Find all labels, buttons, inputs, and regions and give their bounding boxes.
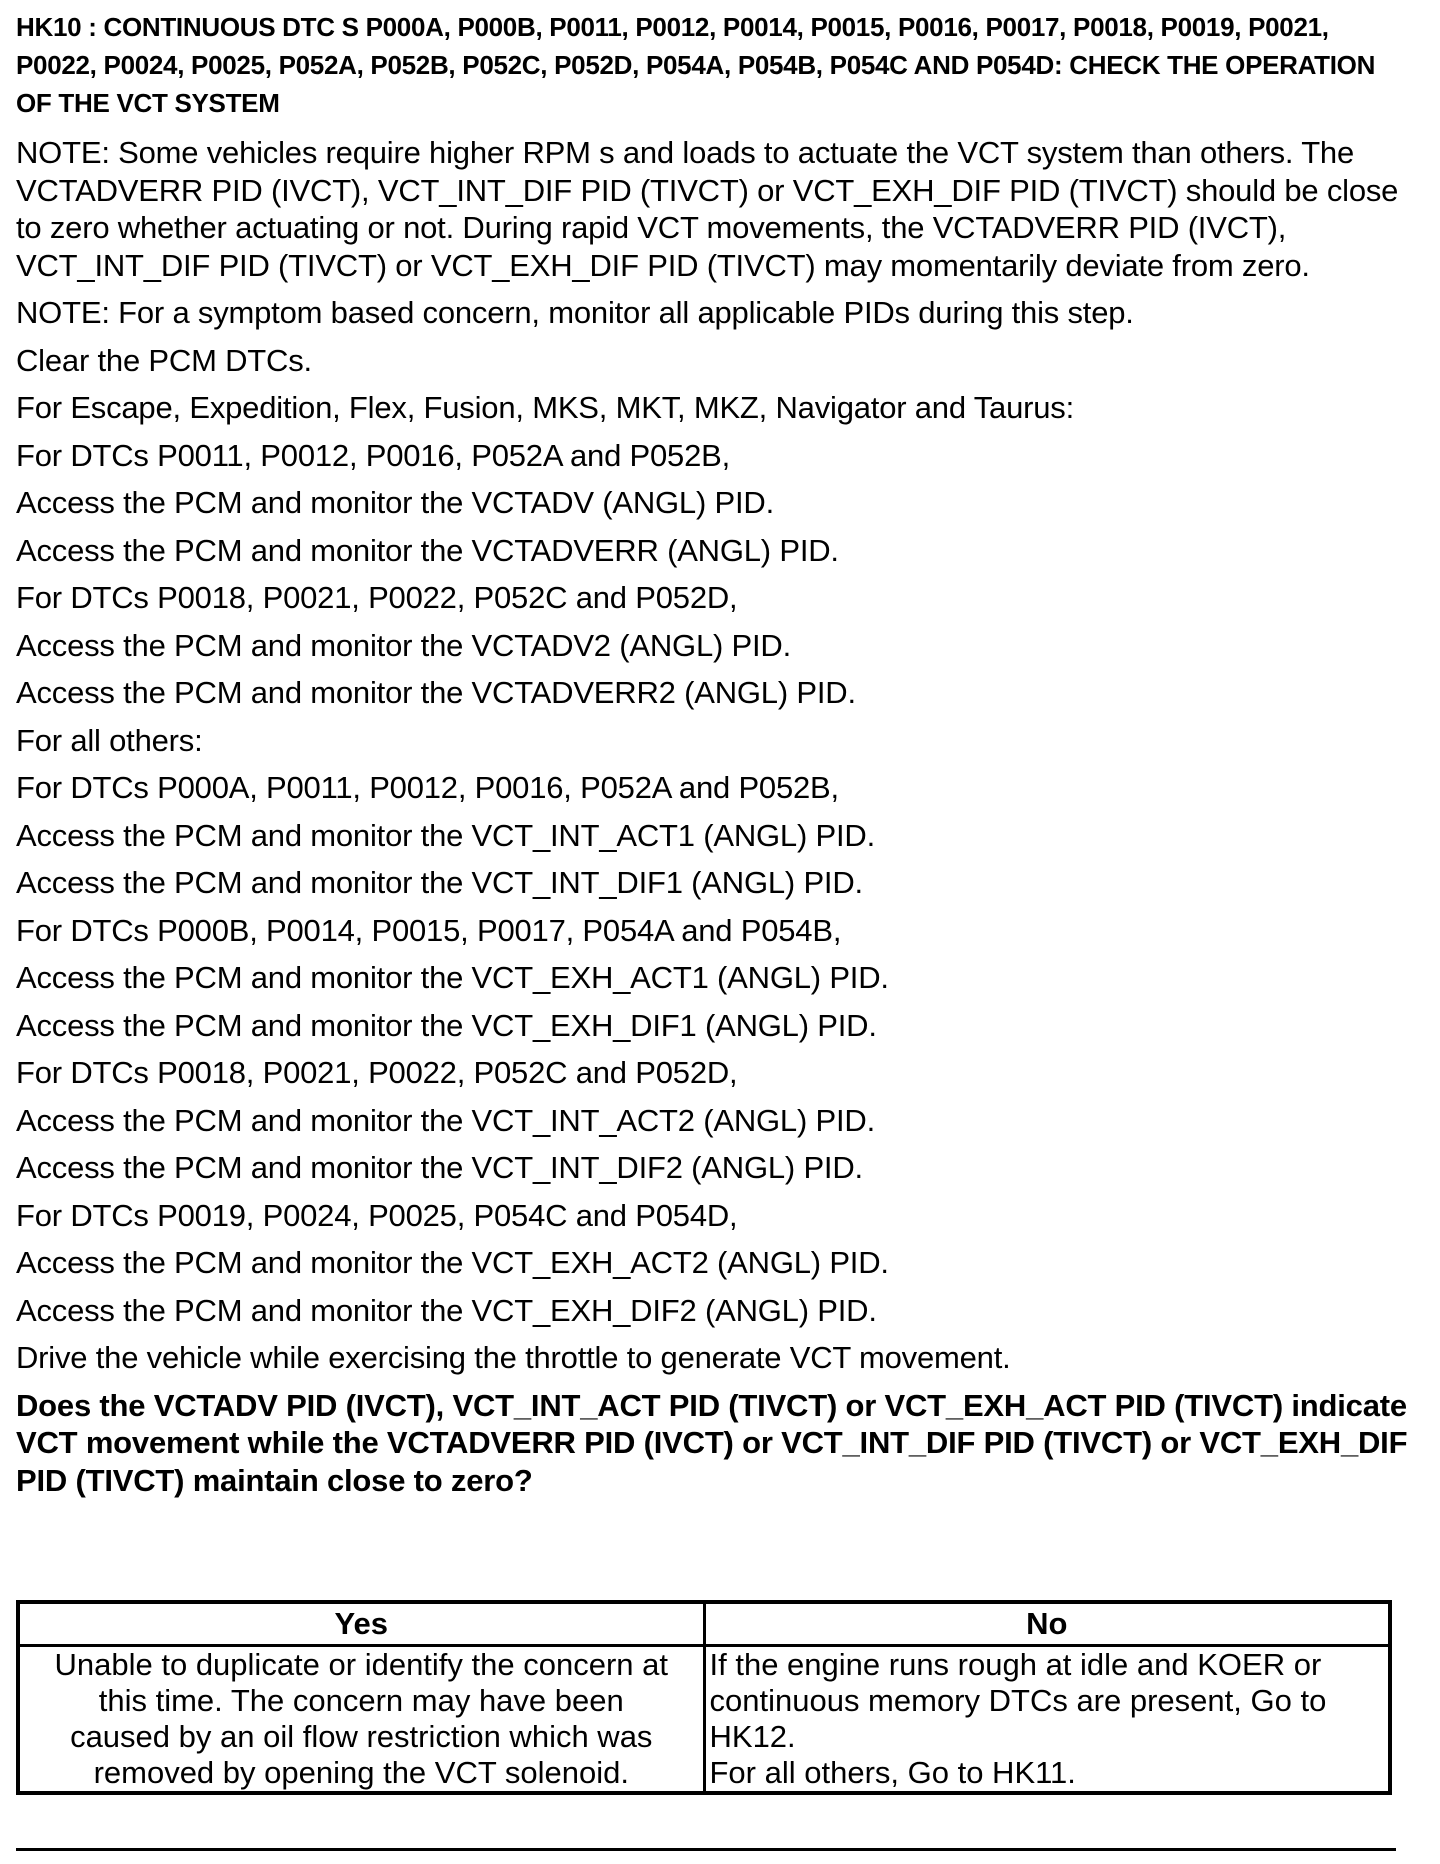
- header-no: No: [704, 1602, 1390, 1646]
- yes-outcome-line: removed by opening the VCT solenoid.: [93, 1755, 629, 1790]
- dtc-group-heading: For DTCs P0011, P0012, P0016, P052A and P052B,: [16, 437, 731, 473]
- all-others-heading: For all others:: [16, 722, 203, 758]
- dtc-group-heading: For DTCs P000A, P0011, P0012, P0016, P052A and P052B,: [16, 770, 839, 805]
- no-outcome-line: If the engine runs rough at idle and KOER or: [709, 1647, 1322, 1682]
- yes-outcome-line: this time. The concern may have been: [98, 1683, 624, 1718]
- dtc-group-heading: For DTCs P0019, P0024, P0025, P054C and P054D,: [16, 1197, 738, 1233]
- no-outcome-line: For all others, Go to HK11.: [709, 1755, 1076, 1790]
- dtc-group-heading: For DTCs P000B, P0014, P0015, P0017, P054A and P054B,: [16, 912, 842, 948]
- monitor-pid-step: Access the PCM and monitor the VCTADVERR (ANGL) PID.: [16, 532, 839, 568]
- procedure-title: HK10 : CONTINUOUS DTC S P000A, P000B, P0011, P0012, P0014, P0015, P0016, P0017, P0018, P0019, P0021, P0022, P0024, P0025, P052A, P052B, P052C, P052D, P054A, P054B, P054C AND P054D: CHECK THE OPERATION OF THE VCT SYSTEM: [16, 12, 1376, 118]
- monitor-pid-step: Access the PCM and monitor the VCT_EXH_DIF1 (ANGL) PID.: [16, 1007, 877, 1043]
- header-yes: Yes: [18, 1602, 704, 1646]
- note-symptom-concern: NOTE: For a symptom based concern, monitor all applicable PIDs during this step.: [16, 295, 1134, 330]
- no-outcome-line: HK12.: [709, 1719, 796, 1754]
- yes-outcome-line: caused by an oil flow restriction which was: [70, 1719, 653, 1754]
- decision-table: [16, 1600, 1392, 1795]
- yes-outcome-cell: [18, 1646, 704, 1794]
- yes-outcome-line: Unable to duplicate or identify the concern at: [54, 1647, 668, 1682]
- monitor-pid-step: Access the PCM and monitor the VCTADV2 (ANGL) PID.: [16, 627, 792, 663]
- monitor-pid-step: Access the PCM and monitor the VCT_INT_DIF2 (ANGL) PID.: [16, 1150, 863, 1185]
- step-clear-dtcs: Clear the PCM DTCs.: [16, 342, 312, 378]
- table-row: [18, 1646, 1390, 1794]
- monitor-pid-step: Access the PCM and monitor the VCTADV (ANGL) PID.: [16, 485, 774, 520]
- monitor-pid-step: Access the PCM and monitor the VCTADVERR2 (ANGL) PID.: [16, 675, 856, 710]
- monitor-pid-step: Access the PCM and monitor the VCT_EXH_DIF2 (ANGL) PID.: [16, 1292, 877, 1328]
- drive-vehicle-step: Drive the vehicle while exercising the throttle to generate VCT movement.: [16, 1340, 1011, 1375]
- dtc-group-heading: For DTCs P0018, P0021, P0022, P052C and P052D,: [16, 1055, 738, 1090]
- monitor-pid-step: Access the PCM and monitor the VCT_EXH_ACT2 (ANGL) PID.: [16, 1245, 889, 1280]
- vehicle-list: For Escape, Expedition, Flex, Fusion, MKS, MKT, MKZ, Navigator and Taurus:: [16, 390, 1074, 425]
- note-vct-actuation: NOTE: Some vehicles require higher RPM s and loads to actuate the VCT system than others. The VCTADVERR PID (IVCT), VCT_INT_DIF PID (TIVCT) or VCT_EXH_DIF PID (TIVCT) should be close to zero whether actuating or not. During rapid VCT movements, the VCTADVERR PID (IVCT), VCT_INT_DIF PID (TIVCT) or VCT_EXH_DIF PID (TIVCT) may momentarily deviate from zero.: [16, 135, 1399, 283]
- monitor-pid-step: Access the PCM and monitor the VCT_INT_ACT1 (ANGL) PID.: [16, 817, 875, 853]
- bottom-divider: [16, 1848, 1396, 1851]
- decision-question: Does the VCTADV PID (IVCT), VCT_INT_ACT PID (TIVCT) or VCT_EXH_ACT PID (TIVCT) indicate VCT movement while the VCTADVERR PID (IVCT) or VCT_INT_DIF PID (TIVCT) or VCT_EXH_DIF PID (TIVCT) maintain close to zero?: [16, 1387, 1408, 1498]
- no-outcome-line: continuous memory DTCs are present, Go to: [709, 1683, 1327, 1718]
- document-body: [16, 0, 1416, 1499]
- monitor-pid-step: Access the PCM and monitor the VCT_INT_DIF1 (ANGL) PID.: [16, 865, 863, 900]
- table-header-row: [18, 1602, 1390, 1646]
- monitor-pid-step: Access the PCM and monitor the VCT_EXH_ACT1 (ANGL) PID.: [16, 960, 889, 995]
- no-outcome-cell: [704, 1646, 1390, 1794]
- dtc-group-heading: For DTCs P0018, P0021, P0022, P052C and P052D,: [16, 580, 738, 615]
- monitor-pid-step: Access the PCM and monitor the VCT_INT_ACT2 (ANGL) PID.: [16, 1102, 875, 1138]
